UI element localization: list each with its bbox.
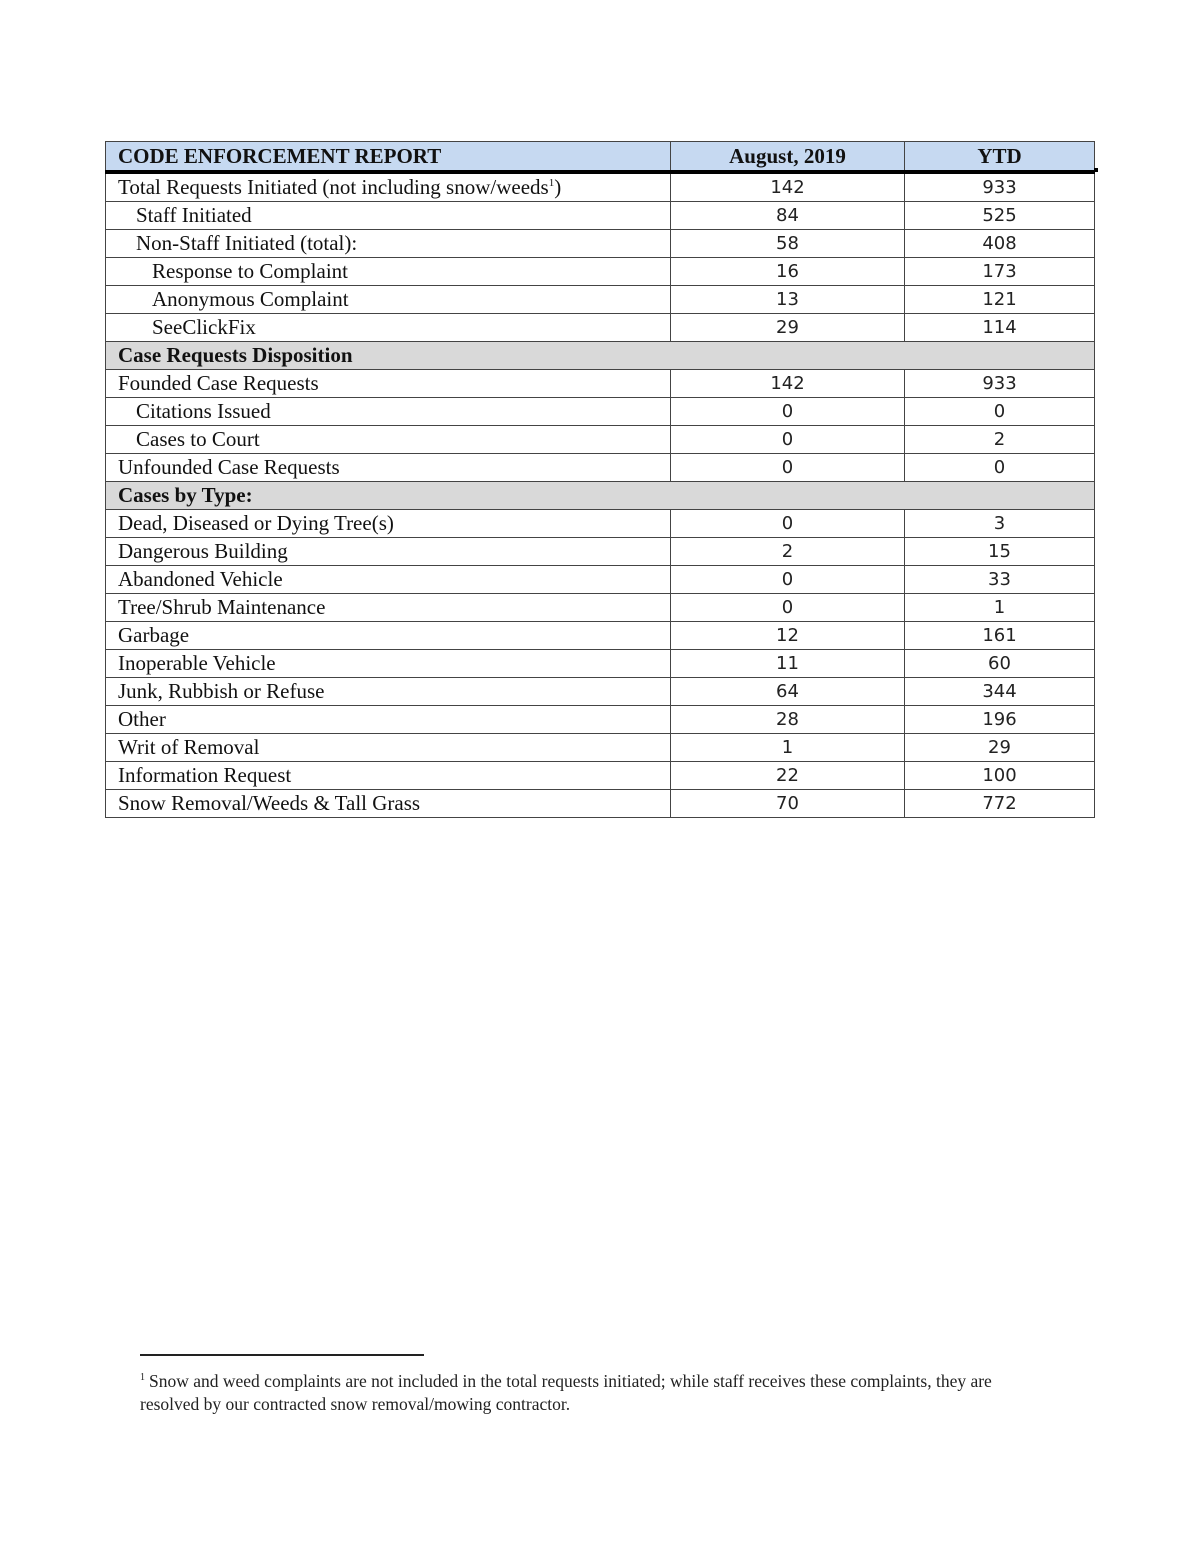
footnote-marker: 1 (140, 1372, 145, 1383)
month-value: 0 (671, 566, 905, 594)
row-label: Junk, Rubbish or Refuse (106, 678, 671, 706)
row-label: Non-Staff Initiated (total): (106, 230, 671, 258)
row-label: Unfounded Case Requests (106, 454, 671, 482)
row-label (106, 172, 671, 202)
table-row (106, 510, 1095, 538)
month-value: 84 (671, 202, 905, 230)
table-row (106, 650, 1095, 678)
month-value: 11 (671, 650, 905, 678)
ytd-value: 0 (905, 398, 1095, 426)
month-value: 70 (671, 790, 905, 818)
table-row (106, 454, 1095, 482)
ytd-value: 3 (905, 510, 1095, 538)
table-row (106, 678, 1095, 706)
month-value: 29 (671, 314, 905, 342)
ytd-value: 0 (905, 454, 1095, 482)
month-value: 22 (671, 762, 905, 790)
row-label: Garbage (106, 622, 671, 650)
row-label: Citations Issued (106, 398, 671, 426)
row-label: Abandoned Vehicle (106, 566, 671, 594)
month-value: 64 (671, 678, 905, 706)
report-title: CODE ENFORCEMENT REPORT (106, 142, 671, 173)
ytd-value: 408 (905, 230, 1095, 258)
row-label: Inoperable Vehicle (106, 650, 671, 678)
ytd-value: 114 (905, 314, 1095, 342)
row-label: Response to Complaint (106, 258, 671, 286)
header-rule-extension (1094, 168, 1098, 172)
table-row (106, 566, 1095, 594)
table-row (106, 426, 1095, 454)
table-row (106, 286, 1095, 314)
code-enforcement-table (105, 141, 1095, 818)
table-row (106, 398, 1095, 426)
row-label: Anonymous Complaint (106, 286, 671, 314)
table-row (106, 314, 1095, 342)
ytd-value: 772 (905, 790, 1095, 818)
table-row (106, 762, 1095, 790)
row-label: Other (106, 706, 671, 734)
ytd-value: 1 (905, 594, 1095, 622)
section-title: Case Requests Disposition (106, 342, 1095, 370)
table-row (106, 594, 1095, 622)
ytd-value: 161 (905, 622, 1095, 650)
ytd-value: 933 (905, 370, 1095, 398)
month-value: 58 (671, 230, 905, 258)
section-title: Cases by Type: (106, 482, 1095, 510)
ytd-value: 2 (905, 426, 1095, 454)
table-row (106, 538, 1095, 566)
ytd-value: 60 (905, 650, 1095, 678)
ytd-value: 33 (905, 566, 1095, 594)
column-header-ytd: YTD (905, 142, 1095, 173)
row-label: Snow Removal/Weeds & Tall Grass (106, 790, 671, 818)
month-value: 0 (671, 510, 905, 538)
table-row (106, 230, 1095, 258)
month-value: 0 (671, 426, 905, 454)
footnote-text: Snow and weed complaints are not included in the total requests initiated; while staff receives these complaints, they are resolved by our contracted snow removal/mowing contractor. (140, 1370, 992, 1414)
row-label: Staff Initiated (106, 202, 671, 230)
row-label: Writ of Removal (106, 734, 671, 762)
row-label: Dangerous Building (106, 538, 671, 566)
ytd-value: 29 (905, 734, 1095, 762)
table-row (106, 172, 1095, 202)
row-label: Dead, Diseased or Dying Tree(s) (106, 510, 671, 538)
ytd-value: 173 (905, 258, 1095, 286)
section-header-disposition (106, 342, 1095, 370)
table-row (106, 622, 1095, 650)
table-row (106, 370, 1095, 398)
ytd-value: 196 (905, 706, 1095, 734)
row-label: Information Request (106, 762, 671, 790)
column-header-month: August, 2019 (671, 142, 905, 173)
ytd-value: 121 (905, 286, 1095, 314)
row-label: Tree/Shrub Maintenance (106, 594, 671, 622)
table-row (106, 202, 1095, 230)
month-value: 142 (671, 370, 905, 398)
table-row (106, 706, 1095, 734)
ytd-value: 525 (905, 202, 1095, 230)
row-label: Founded Case Requests (106, 370, 671, 398)
month-value: 142 (671, 172, 905, 202)
footnote-divider (140, 1354, 424, 1356)
table-header-row (106, 142, 1095, 173)
table-row (106, 790, 1095, 818)
month-value: 12 (671, 622, 905, 650)
row-label-text: Total Requests Initiated (not including snow/weeds (118, 175, 549, 199)
ytd-value: 15 (905, 538, 1095, 566)
table-row (106, 258, 1095, 286)
row-label: SeeClickFix (106, 314, 671, 342)
footnote-ref: 1 (548, 177, 555, 189)
ytd-value: 344 (905, 678, 1095, 706)
month-value: 28 (671, 706, 905, 734)
month-value: 0 (671, 454, 905, 482)
month-value: 2 (671, 538, 905, 566)
ytd-value: 933 (905, 172, 1095, 202)
table-row (106, 734, 1095, 762)
month-value: 13 (671, 286, 905, 314)
footnote (140, 1366, 1050, 1416)
month-value: 0 (671, 594, 905, 622)
row-label: Cases to Court (106, 426, 671, 454)
section-header-types (106, 482, 1095, 510)
month-value: 1 (671, 734, 905, 762)
month-value: 16 (671, 258, 905, 286)
row-label-suffix: ) (554, 175, 562, 199)
ytd-value: 100 (905, 762, 1095, 790)
month-value: 0 (671, 398, 905, 426)
